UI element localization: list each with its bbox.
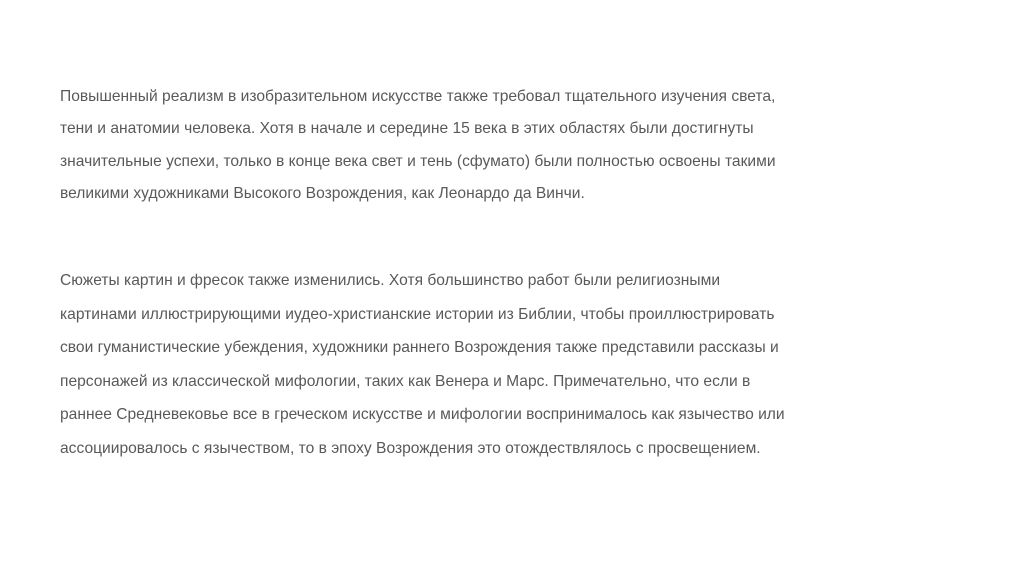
text-line: картинами иллюстрирующими иудео-христианские истории из Библии, чтобы проиллюстрировать bbox=[60, 305, 775, 323]
text-line: персонажей из классической мифологии, таких как Венера и Марс. Примечательно, что если в bbox=[60, 372, 751, 390]
text-line: великими художниками Высокого Возрождения, как Леонардо да Винчи. bbox=[60, 184, 585, 202]
text-line: тени и анатомии человека. Хотя в начале и середине 15 века в этих областях были достигнуты bbox=[60, 120, 754, 138]
paragraph-lighting-anatomy bbox=[60, 81, 860, 210]
text-line: Сюжеты картин и фресок также изменились. Хотя большинство работ были религиозными bbox=[60, 272, 721, 289]
text-line: раннее Средневековье все в греческом искусстве и мифологии воспринималось как язычество или bbox=[60, 406, 785, 424]
paragraph-subjects-mythology bbox=[60, 264, 860, 466]
text-line: значительные успехи, только в конце века свет и тень (сфумато) были полностью освоены такими bbox=[60, 152, 776, 170]
text-line: свои гуманистические убеждения, художники раннего Возрождения также представили рассказы и bbox=[60, 339, 779, 357]
text-line: Повышенный реализм в изобразительном искусстве также требовал тщательного изучения света, bbox=[60, 88, 776, 105]
text-line: ассоциировалось с язычеством, то в эпоху Возрождения это отождествлялось с просвещением. bbox=[60, 439, 761, 457]
